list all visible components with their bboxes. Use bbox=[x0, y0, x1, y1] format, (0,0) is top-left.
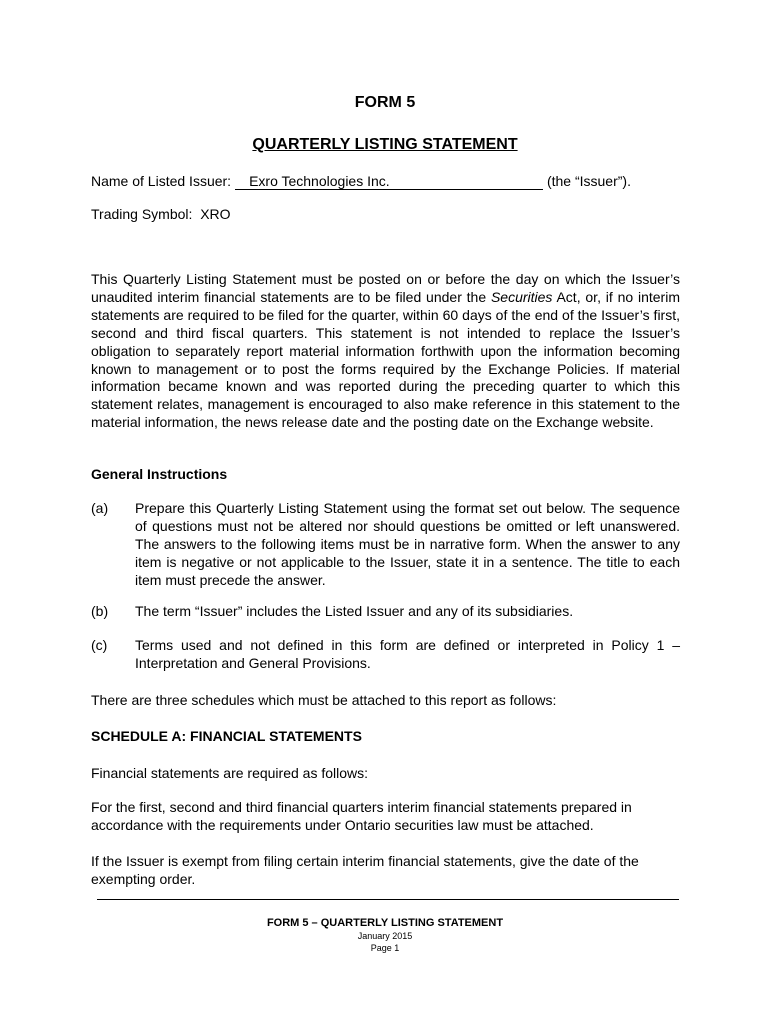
issuer-name-field[interactable]: Exro Technologies Inc. bbox=[235, 174, 543, 190]
schedule-a-heading: SCHEDULE A: FINANCIAL STATEMENTS bbox=[91, 728, 362, 744]
intro-text-part1: This Quarterly Listing Statement must be posted on or before the day on which the Issuer’s unaudited interim financial statements are to be filed under the bbox=[91, 271, 680, 305]
issuer-name-line bbox=[91, 172, 681, 190]
instruction-label: (a) bbox=[91, 500, 109, 516]
instruction-label: (b) bbox=[91, 603, 109, 619]
trading-symbol-value: XRO bbox=[200, 206, 231, 222]
instruction-item-b bbox=[91, 603, 680, 621]
trading-symbol-line bbox=[91, 205, 231, 223]
footer-date: January 2015 bbox=[357, 931, 413, 941]
financial-statements-required: Financial statements are required as follows: bbox=[91, 765, 369, 781]
form-number: FORM 5 bbox=[354, 94, 416, 111]
schedules-intro: There are three schedules which must be attached to this report as follows: bbox=[91, 692, 557, 708]
instruction-item-a bbox=[91, 500, 680, 590]
issuer-name-label: Name of Listed Issuer: bbox=[91, 173, 232, 189]
form-title: QUARTERLY LISTING STATEMENT bbox=[252, 136, 518, 153]
instruction-text: Terms used and not defined in this form are defined or interpreted in Policy 1 – Interpretation and General Provisions. bbox=[135, 637, 680, 671]
trading-symbol-label: Trading Symbol: bbox=[91, 206, 193, 222]
footer-title: FORM 5 – QUARTERLY LISTING STATEMENT bbox=[266, 917, 504, 929]
instruction-item-c bbox=[91, 637, 680, 673]
intro-paragraph bbox=[91, 271, 680, 432]
intro-italic-securities: Securities bbox=[490, 288, 553, 305]
instruction-label: (c) bbox=[91, 637, 108, 653]
general-instructions-heading: General Instructions bbox=[91, 466, 228, 482]
footer-page-number: Page 1 bbox=[370, 943, 400, 953]
footer-divider bbox=[97, 899, 679, 900]
intro-text-part2: Act, or, if no interim statements are required to be filed for the quarter, within 60 days of the end of the Issuer’s first, second and third fiscal quarters. This statement is not intended to replace the Issuer’s obligation to separately report material information forthwith upon the information becoming known to management or to post the forms required by the Exchange Policies. If material information became known and was reported during the preceding quarter to which this statement relates, management is encouraged to also make reference in this statement to the material information, the news release date and the posting date on the Exchange website. bbox=[91, 288, 680, 431]
issuer-suffix: (the “Issuer”). bbox=[546, 173, 631, 189]
financial-quarters-paragraph: For the first, second and third financial quarters interim financial statements prepared in accordance with the requirements under Ontario securities law must be attached. bbox=[91, 799, 632, 833]
instruction-text: The term “Issuer” includes the Listed Issuer and any of its subsidiaries. bbox=[135, 603, 574, 619]
instruction-text: Prepare this Quarterly Listing Statement using the format set out below. The sequence of questions must not be altered nor should questions be omitted or left unanswered. The answers to the following items must be in narrative form. When the answer to any item is negative or not applicable to the Issuer, state it in a sentence. The title to each item must precede the answer. bbox=[135, 500, 680, 588]
exemption-paragraph: If the Issuer is exempt from filing certain interim financial statements, give the date of the exempting order. bbox=[91, 853, 639, 887]
